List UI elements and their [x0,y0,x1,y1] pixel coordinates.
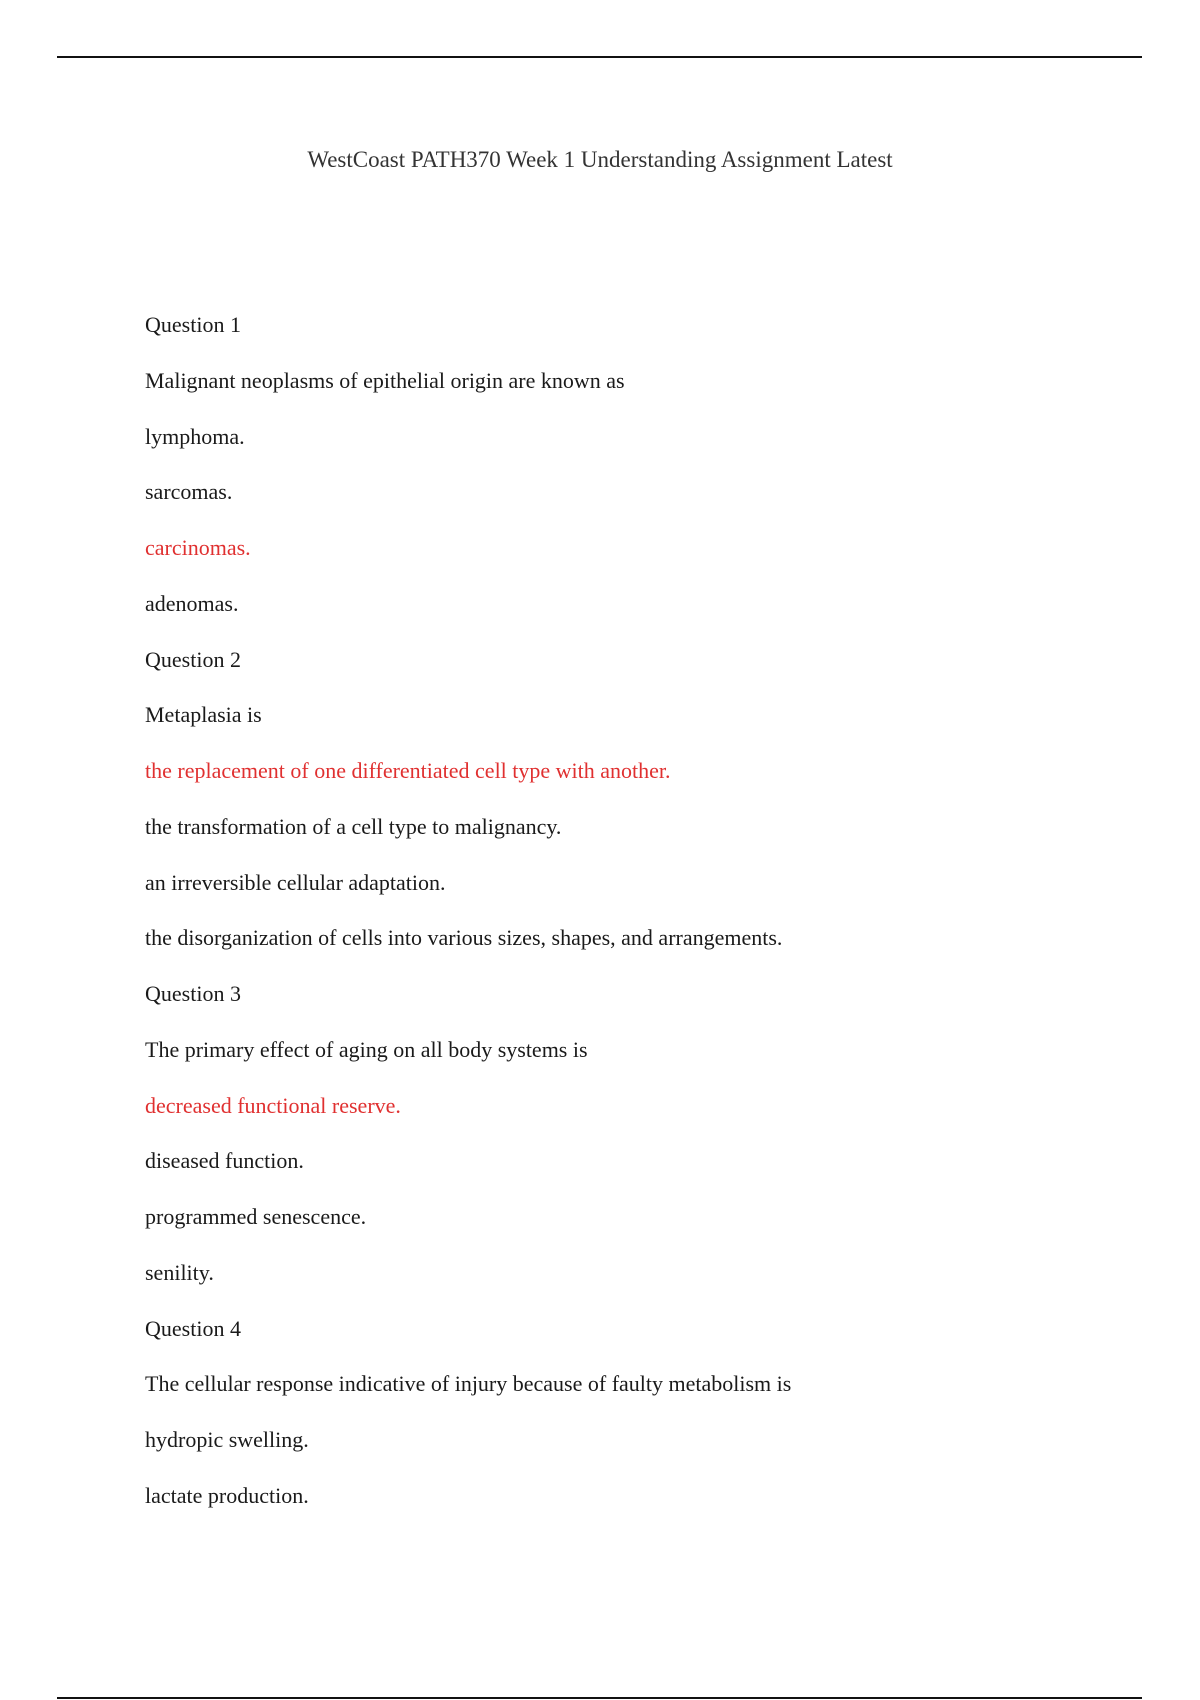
question-prompt: The cellular response indicative of injury because of faulty metabolism is [145,1371,792,1397]
question-heading: Question 1 [145,312,241,337]
answer-option: diseased function. [145,1148,304,1174]
footer-rule [57,1697,1142,1699]
header-rule [57,56,1142,58]
question-list [145,310,1145,1537]
answer-option: sarcomas. [145,479,233,505]
answer-option: hydropic swelling. [145,1427,309,1452]
answer-option: an irreversible cellular adaptation. [145,869,446,895]
document-title: WestCoast PATH370 Week 1 Understanding Assignment Latest [307,147,893,172]
answer-option: the transformation of a cell type to malignancy. [145,813,562,839]
question-prompt: The primary effect of aging on all body systems is [145,1036,588,1062]
answer-option: programmed senescence. [145,1204,367,1229]
question-heading: Question 3 [145,981,241,1006]
question-heading: Question 4 [145,1315,241,1341]
question-heading: Question 2 [145,646,241,672]
correct-answer-option: decreased functional reserve. [145,1092,401,1118]
question-prompt: Malignant neoplasms of epithelial origin are known as [145,367,625,393]
question-prompt: Metaplasia is [145,702,262,728]
correct-answer-option: carcinomas. [145,535,251,560]
answer-option: lymphoma. [145,423,245,449]
answer-option: senility. [145,1259,214,1285]
answer-option: adenomas. [145,590,239,616]
answer-option: the disorganization of cells into various sizes, shapes, and arrangements. [145,925,783,951]
correct-answer-option: the replacement of one differentiated cell type with another. [145,758,671,783]
answer-option: lactate production. [145,1482,309,1508]
